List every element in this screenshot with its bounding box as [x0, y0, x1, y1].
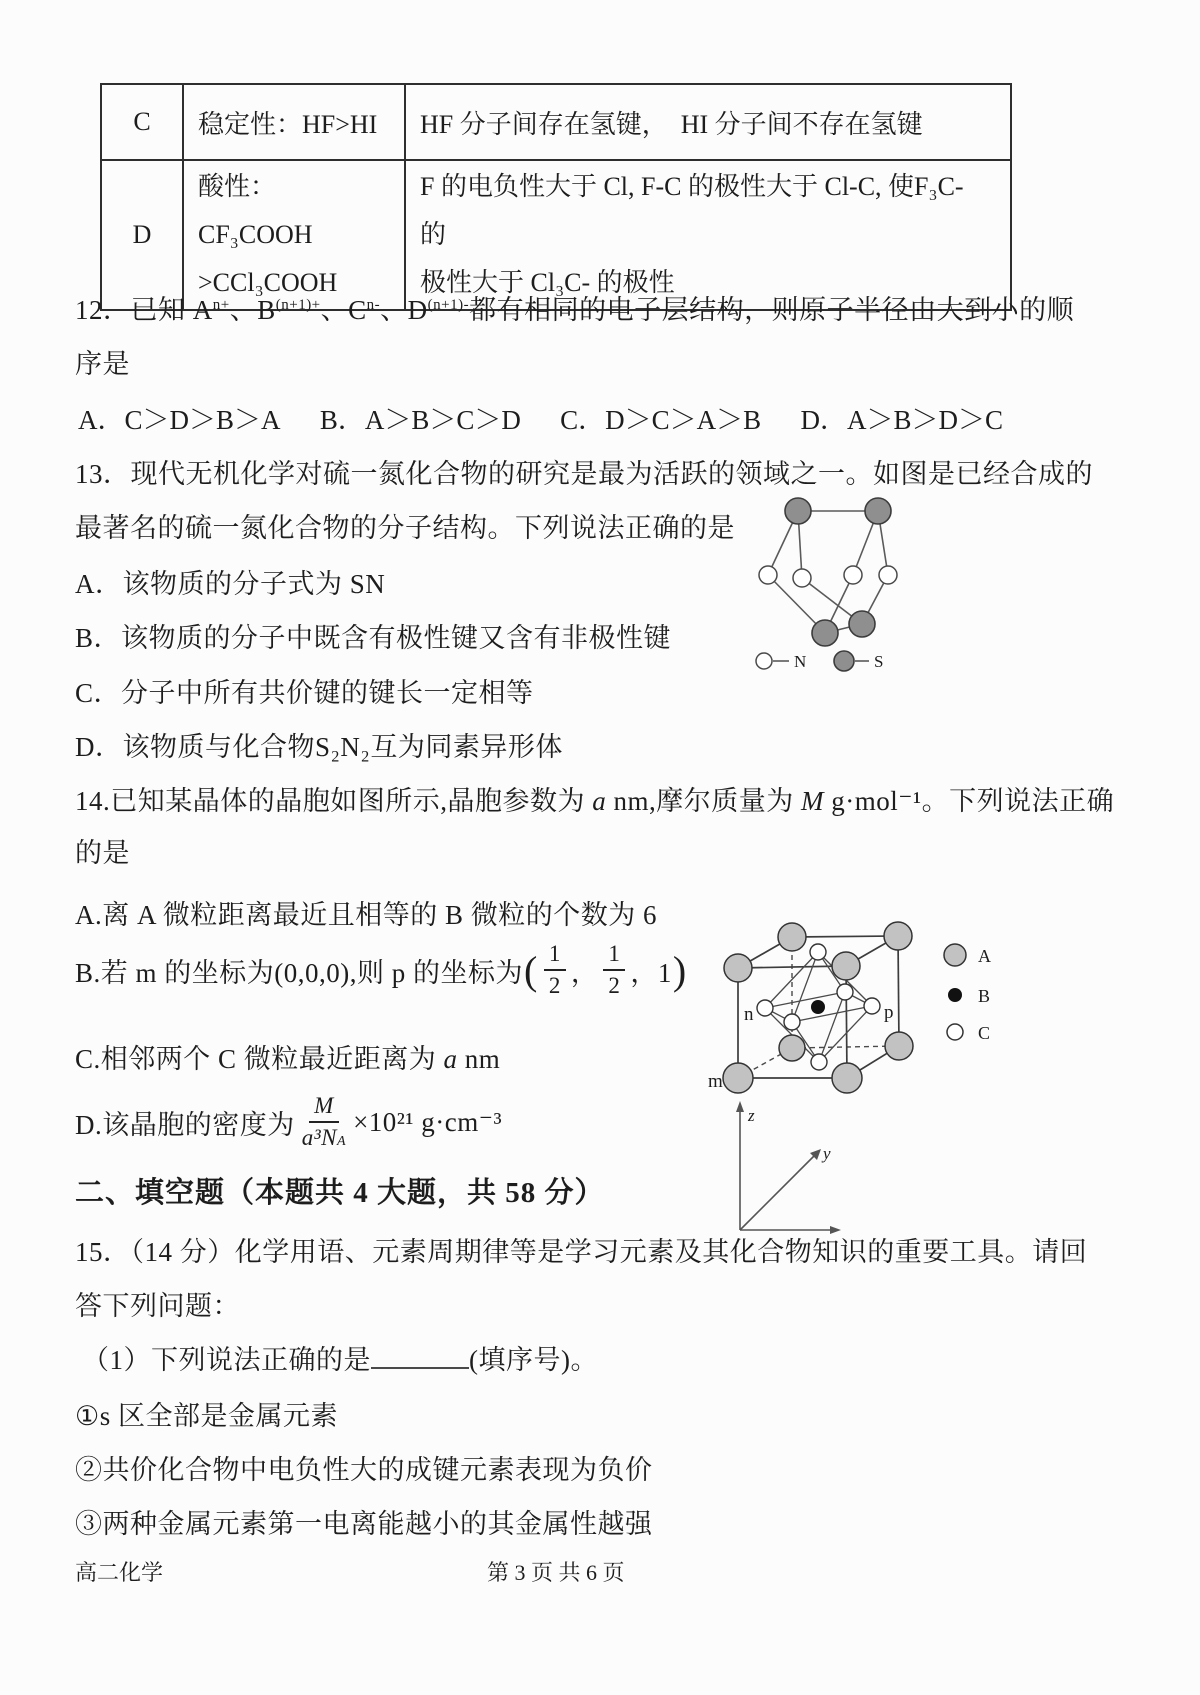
sulfur-legend-icon [834, 651, 854, 671]
answer-blank [371, 1339, 469, 1369]
italic-a: a [443, 1044, 458, 1074]
footer-page-number: 第 3 页 共 6 页 [487, 1560, 625, 1585]
question-14-text: 14.已知某晶体的晶胞如图所示,晶胞参数为 a nm,摩尔质量为 M g·mol⁻¹。下列说法正确 [75, 786, 1115, 816]
question-12-options [78, 398, 1003, 437]
question-12-text-cont: 序是 [75, 349, 130, 379]
explanation-cell: HF 分子间存在氢键， HI 分子间不存在氢键 [405, 84, 1011, 160]
question-15-item-2: ②共价化合物中电负性大的成键元素表现为负价 [75, 1455, 653, 1485]
b-legend-icon [948, 988, 962, 1002]
axis-diagram [695, 1095, 865, 1245]
question-13-text-cont: 最著名的硫一氮化合物的分子结构。下列说法正确的是 [75, 513, 735, 543]
footer-course-label: 高二化学 [75, 1560, 164, 1585]
option-a: A．C＞D＞B＞A [78, 405, 281, 435]
question-13-option-c: C．分子中所有共价键的键长一定相等 [75, 678, 534, 708]
a-legend-label: A [978, 946, 991, 966]
question-14-option-a: A.离 A 微粒距离最近且相等的 B 微粒的个数为 6 [75, 900, 658, 930]
question-14-option-c: C.相邻两个 C 微粒最近距离为 a nm [75, 1044, 501, 1074]
explanation-line: F 的电负性大于 Cl, F-C 的极性大于 Cl-C, 使F₃C- 的 [420, 172, 964, 250]
superscript: n+ [212, 297, 230, 313]
table-row [101, 84, 1011, 160]
italic-a: a [592, 786, 607, 816]
c-legend-label: C [978, 1023, 991, 1043]
section-2-header: 二、填空题（本题共 4 大题，共 58 分） [75, 1177, 605, 1209]
question-15-sub1: （1）下列说法正确的是 (填序号)。 [82, 1338, 598, 1377]
fraction: $\frac{1}{2}$ [603, 940, 625, 999]
question-15-item-3: ③两种金属元素第一电离能越小的其金属性越强 [75, 1509, 653, 1539]
nitrogen-legend-icon [756, 653, 772, 669]
question-13-option-b: B．该物质的分子中既含有极性键又含有非极性键 [75, 623, 672, 653]
nitrogen-atoms [759, 566, 897, 587]
row-label: D [101, 160, 183, 310]
property-line: >CCl₃COOH [198, 268, 338, 298]
z-axis-label: z [748, 1106, 755, 1125]
question-15-text: 15．（14 分）化学用语、元素周期律等是学习元素及其化合物知识的重要工具。请回 [75, 1237, 1088, 1267]
option-d: D．A＞B＞D＞C [800, 405, 1003, 435]
label-n: n [744, 1004, 754, 1025]
superscript: (n+1)+ [275, 297, 321, 313]
question-13-option-a: A．该物质的分子式为 SN [75, 569, 386, 599]
b-legend-label: B [978, 986, 991, 1006]
question-15-text-cont: 答下列问题： [75, 1291, 240, 1321]
b-center-atom [811, 1000, 825, 1014]
crystal-legend [944, 944, 991, 1043]
close-paren: ) [672, 947, 687, 993]
nitrogen-legend-label: N [794, 652, 807, 671]
option-b: B．A＞B＞C＞D [319, 405, 521, 435]
row-label: C [101, 84, 183, 160]
property-cell: 稳定性：HF>HI [183, 84, 405, 160]
crystal-cell-diagram [650, 905, 1020, 1110]
explanation-line: 极性大于 Cl₃C- 的极性 [420, 268, 675, 298]
property-line: 酸性：CF₃COOH [198, 172, 313, 250]
question-15-item-1: ①s 区全部是金属元素 [75, 1401, 338, 1431]
s4n4-molecule-diagram [750, 483, 935, 683]
a-legend-icon [944, 944, 966, 966]
question-13-option-d: D．该物质与化合物S₂N₂互为同素异形体 [75, 732, 563, 762]
y-axis-label: y [823, 1144, 831, 1163]
fraction-denominator: a³N A [301, 1125, 347, 1150]
statement-table [100, 83, 1012, 311]
molecule-legend [756, 651, 883, 671]
superscript: n- [366, 297, 381, 313]
question-14-option-d: D.该晶胞的密度为 M a³N A ×10²¹ g·cm⁻³ [75, 1093, 503, 1150]
question-14-option-b: B.若 m 的坐标为(0,0,0),则 p 的坐标为 ( $\frac{1}{2}$ ， $\frac{1}{2}$ ，1 ) [75, 941, 687, 998]
label-m: m [708, 1071, 723, 1092]
question-14-text-cont: 的是 [75, 838, 130, 868]
label-p: p [884, 1002, 894, 1023]
fraction [300, 1092, 348, 1151]
question-13-text: 13．现代无机化学对硫一氮化合物的研究是最为活跃的领域之一。如图是已经合成的 [75, 459, 1093, 489]
open-paren: ( [524, 947, 538, 993]
question-12-text: 12．已知 $A^{n+}$、$B^{(n+1)+}$、$C^{n-}$、$D^{(n+1)-}$都有相同的电子层结构，则原子半径由大到小的顺 [75, 295, 1075, 325]
italic-M: M [801, 786, 825, 816]
fraction-numerator: M [309, 1092, 339, 1123]
fraction: $\frac{1}{2}$ [544, 940, 566, 999]
c-legend-icon [947, 1024, 963, 1040]
option-c: C．D＞C＞A＞B [560, 405, 762, 435]
superscript: (n+1)- [427, 297, 470, 313]
sulfur-legend-label: S [874, 652, 884, 671]
